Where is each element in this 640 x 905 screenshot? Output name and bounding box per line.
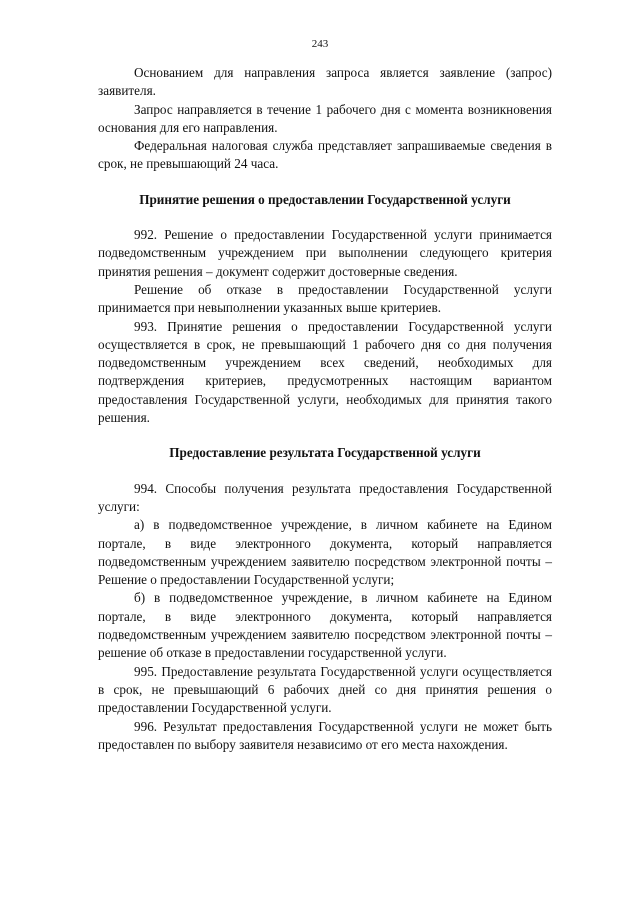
- paragraph-992: 992. Решение о предоставлении Государственной услуги принимается подведомственным учреждением при выполнении следующего критерия принятия решения – документ содержит достоверные сведения.: [98, 227, 552, 279]
- paragraph-996: 996. Результат предоставления Государственной услуги не может быть предоставлен по выбору заявителя независимо от его места нахождения.: [98, 718, 552, 752]
- list-item-b: б) в подведомственное учреждение, в личном кабинете на Едином портале, в виде электронного документа, который направляется подведомственным учреждением заявителю посредством электронной почты – решение об отказе в предоставлении государственной услуги.: [98, 590, 552, 661]
- list-item-a: а) в подведомственное учреждение, в личном кабинете на Едином портале, в виде электронного документа, который направляется подведомственным учреждением заявителю посредством электронной почты – Решение о предоставлении Государственной услуги;: [98, 517, 552, 588]
- page-number: 243: [311, 38, 329, 50]
- page-content: [98, 64, 552, 754]
- heading-decision: Принятие решения о предоставлении Государственной услуги: [139, 191, 511, 207]
- paragraph-refusal: Решение об отказе в предоставлении Государственной услуги принимается при невыполнении указанных выше критериев.: [98, 281, 552, 316]
- paragraph-993: 993. Принятие решения о предоставлении Государственной услуги осуществляется в срок, не превышающий 1 рабочего дня со дня получения подведомственным учреждением всех сведений, необходимых для подтверждения критериев, предусмотренных настоящим вариантом предоставления Государственной услуги, необходимых для принятия такого решения.: [98, 318, 552, 426]
- intro-paragraph-request-timing: Запрос направляется в течение 1 рабочего дня с момента возникновения основания для его направления.: [98, 101, 552, 135]
- paragraph-995: 995. Предоставление результата Государственной услуги осуществляется в срок, не превышающий 6 рабочих дней со дня принятия решения о предоставлении Государственной услуги.: [98, 663, 552, 716]
- intro-paragraph-tax-service: Федеральная налоговая служба представляет запрашиваемые сведения в срок, не превышающий 24 часа.: [98, 138, 552, 172]
- heading-result: Предоставление результата Государственной услуги: [169, 445, 481, 461]
- intro-paragraph-basis: Основанием для направления запроса является заявление (запрос) заявителя.: [98, 65, 552, 99]
- paragraph-994: 994. Способы получения результата предоставления Государственной услуги:: [98, 480, 552, 514]
